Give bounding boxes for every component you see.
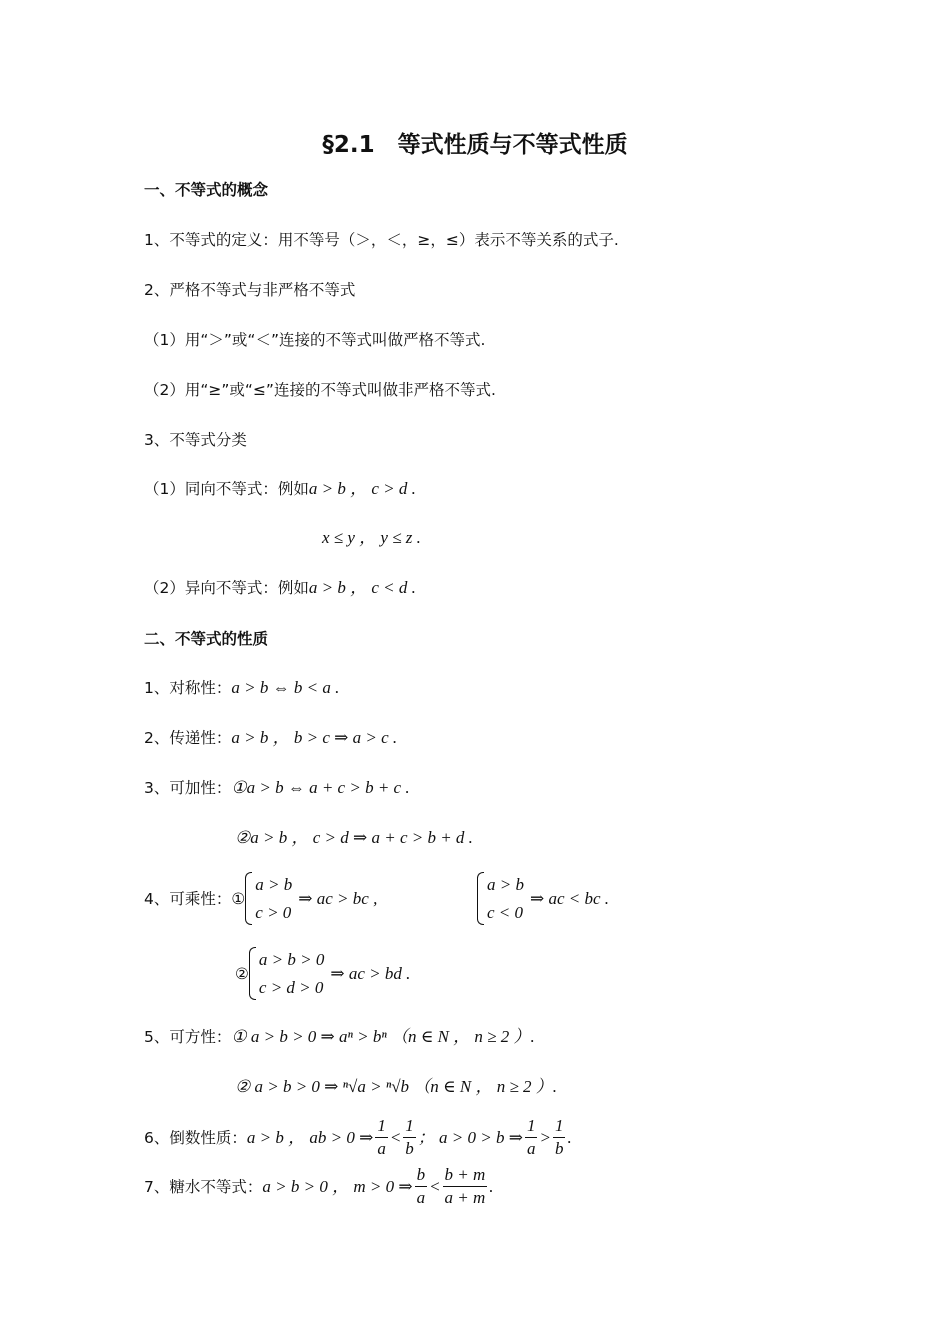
reciprocal-condition-1: a > b ， ab > 0 ⇒	[246, 1127, 374, 1147]
transitivity-label: 2、传递性：	[144, 729, 232, 747]
transitivity-line	[144, 728, 397, 748]
page-title: §2.1 等式性质与不等式性质	[322, 132, 628, 158]
multiplicativity-negative	[477, 870, 609, 927]
additivity-line	[144, 778, 410, 798]
case-brace-positive	[245, 870, 292, 927]
case-brace-negative	[477, 870, 524, 927]
power-line	[144, 1027, 535, 1047]
symmetry-formula: a > b ⇔ b < a .	[231, 678, 340, 697]
case-brace-both	[249, 945, 324, 1002]
reciprocal-condition-2: ； a > 0 > b ⇒	[417, 1127, 523, 1147]
less-than-sign: <	[429, 1176, 441, 1196]
same-direction-label: （1）同向不等式：例如	[144, 480, 309, 498]
case-top: a > b > 0	[258, 950, 325, 970]
same-direction-line	[144, 479, 416, 499]
multiplicativity-label: 4、可乘性：	[144, 889, 232, 908]
symmetry-label: 1、对称性：	[144, 679, 232, 697]
fraction-1-over-a: $\frac{1}{a}$	[377, 1116, 386, 1158]
definition-line: 1、不等式的定义：用不等号（＞，＜，≥，≤）表示不等关系的式子.	[144, 231, 619, 249]
transitivity-formula: a > b ， b > c ⇒ a > c .	[231, 728, 398, 747]
strict-heading: 2、严格不等式与非严格不等式	[144, 281, 356, 299]
strict-item-2: （2）用“≥”或“≤”连接的不等式叫做非严格不等式.	[144, 381, 496, 399]
case-bottom: c > d > 0	[258, 978, 324, 998]
less-than-sign: <	[389, 1127, 402, 1147]
section-heading-concept: 一、不等式的概念	[144, 181, 269, 199]
case-result-negative: ⇒ ac < bc .	[529, 888, 610, 908]
circle-two: ②	[235, 964, 249, 983]
reciprocal-line	[144, 1113, 572, 1162]
additivity-formula-1: ①a > b ⇔ a + c > b + c .	[231, 778, 410, 797]
multiplicativity-line	[144, 870, 377, 927]
fraction-1-over-b: $\frac{1}{b}$	[405, 1116, 414, 1158]
root-formula: ② a > b > 0 ⇒ ⁿ√a > ⁿ√b （n ∈ N ， n ≥ 2 ）.	[235, 1077, 558, 1096]
symmetry-line	[144, 678, 339, 698]
power-formula: ① a > b > 0 ⇒ aⁿ > bⁿ （n ∈ N ， n ≥ 2 ）.	[231, 1027, 535, 1046]
period: .	[489, 1176, 494, 1196]
strict-item-1: （1）用“＞”或“＜”连接的不等式叫做严格不等式.	[144, 331, 486, 349]
opposite-direction-example: a > b ， c < d .	[308, 578, 416, 597]
power-label: 5、可方性：	[144, 1028, 232, 1046]
fraction-1-over-b: $\frac{1}{b}$	[554, 1116, 564, 1158]
circle-one: ①	[231, 889, 246, 908]
sugar-water-line	[144, 1162, 494, 1211]
fraction-b-over-a: $\frac{b}{a}$	[416, 1165, 426, 1207]
additivity-label: 3、可加性：	[144, 779, 232, 797]
sugar-water-label: 7、糖水不等式：	[144, 1177, 263, 1196]
opposite-direction-line	[144, 578, 416, 598]
sugar-water-condition: a > b > 0 ， m > 0 ⇒	[262, 1176, 413, 1196]
case-result-both: ⇒ ac > bd .	[330, 963, 411, 983]
case-bottom: c > 0	[255, 903, 292, 923]
case-top: a > b	[487, 875, 524, 895]
case-result-positive: ⇒ ac > bc ,	[298, 888, 378, 908]
same-direction-example: a > b ， c > d .	[308, 479, 416, 498]
greater-than-sign: >	[539, 1127, 551, 1147]
additivity-formula-2: ②a > b ， c > d ⇒ a + c > b + d .	[235, 828, 473, 847]
case-top: a > b	[255, 875, 293, 895]
multiplicativity-line-2	[235, 945, 410, 1002]
case-bottom: c < 0	[487, 903, 524, 923]
fraction-bm-over-am: $\frac{b + m}{a + m}$	[444, 1165, 486, 1207]
fraction-1-over-a: $\frac{1}{a}$	[526, 1116, 536, 1158]
same-direction-example-2: x ≤ y ， y ≤ z .	[322, 528, 421, 547]
opposite-direction-label: （2）异向不等式：例如	[144, 579, 309, 597]
reciprocal-label: 6、倒数性质：	[144, 1128, 247, 1147]
period: .	[567, 1127, 572, 1147]
section-heading-properties: 二、不等式的性质	[144, 630, 269, 648]
classification-heading: 3、不等式分类	[144, 431, 247, 449]
